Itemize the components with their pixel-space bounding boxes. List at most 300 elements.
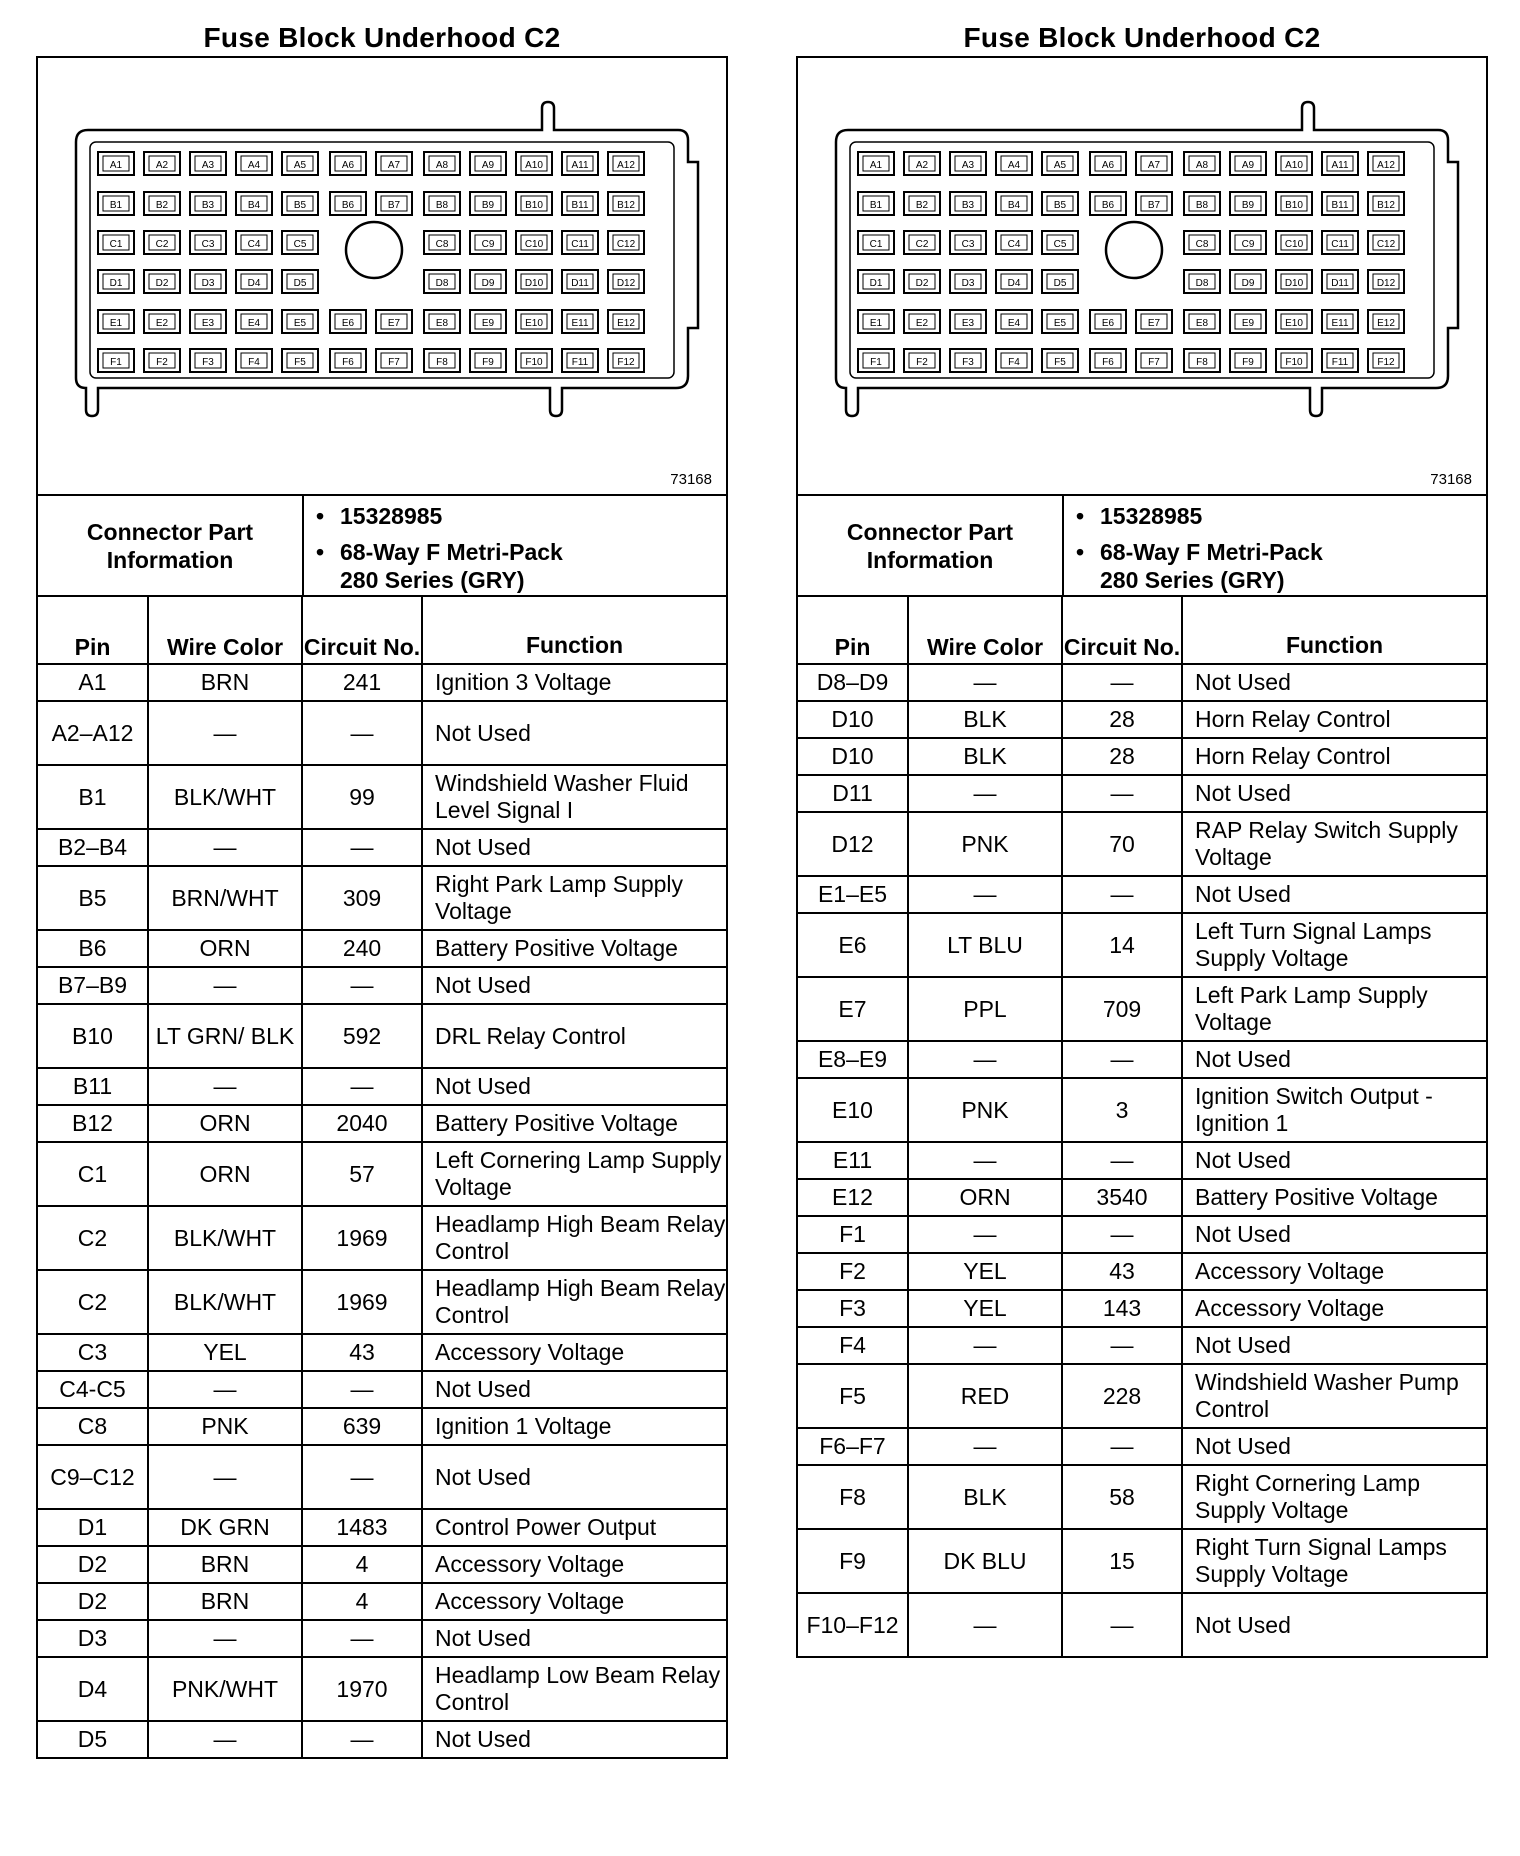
function-cell: Headlamp High Beam Relay Control — [422, 1270, 726, 1334]
pin-cell: E10 — [798, 1078, 908, 1142]
table-row — [798, 913, 1486, 977]
pin-cell: C3 — [38, 1334, 148, 1371]
pin-label: F7 — [1148, 357, 1160, 368]
pin-label: E8 — [435, 318, 449, 329]
pin-cell: B6 — [38, 930, 148, 967]
header-pin: Pin — [38, 597, 148, 664]
connector-pin — [330, 152, 366, 175]
connector-pin — [516, 231, 552, 254]
connector-pin — [1322, 231, 1358, 254]
connector-key-circle — [346, 222, 402, 278]
circuit-cell: — — [1062, 1327, 1182, 1364]
pin-label: B4 — [247, 200, 261, 211]
circuit-cell: 2040 — [302, 1105, 422, 1142]
pin-label: E10 — [525, 318, 543, 329]
function-cell: Accessory Voltage — [1182, 1253, 1486, 1290]
pin-cell: D12 — [798, 812, 908, 876]
pin-label: E12 — [1377, 318, 1395, 329]
connector-pin — [1276, 349, 1312, 372]
function-cell: Not Used — [1182, 664, 1486, 701]
pin-cell: B5 — [38, 866, 148, 930]
connector-pin — [996, 152, 1032, 175]
table-row — [38, 1583, 726, 1620]
function-cell: Horn Relay Control — [1182, 701, 1486, 738]
connector-pin — [608, 152, 644, 175]
connector-inner-outline — [850, 142, 1434, 378]
connector-pin — [1276, 231, 1312, 254]
wire-color-cell: BRN/WHT — [148, 866, 302, 930]
connector-pin — [608, 231, 644, 254]
pin-label: E4 — [1007, 318, 1021, 329]
circuit-cell: 4 — [302, 1546, 422, 1583]
pin-label: B5 — [1053, 200, 1067, 211]
table-row — [798, 738, 1486, 775]
pin-label: A10 — [1285, 160, 1303, 171]
circuit-cell: 143 — [1062, 1290, 1182, 1327]
table-row — [798, 1529, 1486, 1593]
connector-pin — [1368, 152, 1404, 175]
pin-label: E11 — [571, 318, 589, 329]
function-cell: Left Cornering Lamp Supply Voltage — [422, 1142, 726, 1206]
table-row — [38, 930, 726, 967]
pin-label: C2 — [155, 239, 169, 250]
connector-pin — [1184, 192, 1220, 215]
pin-label: C12 — [1376, 239, 1396, 250]
connector-pin — [98, 270, 134, 293]
pin-cell: C9–C12 — [38, 1445, 148, 1509]
wire-color-cell: — — [148, 1620, 302, 1657]
pin-label: C9 — [481, 239, 495, 250]
pin-cell: D11 — [798, 775, 908, 812]
pin-label: B4 — [1007, 200, 1021, 211]
function-cell: Headlamp Low Beam Relay Control — [422, 1657, 726, 1721]
function-cell: Left Park Lamp Supply Voltage — [1182, 977, 1486, 1041]
table-row — [38, 1206, 726, 1270]
connector-key-circle — [1106, 222, 1162, 278]
pin-label: F9 — [482, 357, 494, 368]
pin-label: C8 — [435, 239, 449, 250]
pin-label: B1 — [869, 200, 883, 211]
connector-series: 280 Series (GRY) — [1100, 567, 1285, 593]
connector-series: 280 Series (GRY) — [340, 567, 525, 593]
circuit-cell: — — [1062, 1142, 1182, 1179]
wire-color-cell: BLK/WHT — [148, 1270, 302, 1334]
wire-color-cell: YEL — [908, 1253, 1062, 1290]
connector-pin — [282, 231, 318, 254]
table-row — [798, 1290, 1486, 1327]
wire-color-cell: — — [908, 775, 1062, 812]
pin-cell: B12 — [38, 1105, 148, 1142]
pin-label: A12 — [617, 160, 635, 171]
header-circuit: Circuit No. — [302, 597, 422, 664]
wire-color-cell: BRN — [148, 1583, 302, 1620]
function-cell: Accessory Voltage — [422, 1334, 726, 1371]
pin-label: D11 — [1331, 278, 1349, 289]
wire-color-cell: PNK — [908, 1078, 1062, 1142]
pin-label: C4 — [1007, 239, 1021, 250]
pin-label: D8 — [1195, 278, 1209, 289]
function-cell: Not Used — [1182, 1142, 1486, 1179]
function-cell: Not Used — [422, 701, 726, 765]
connector-pin — [904, 192, 940, 215]
pin-label: E2 — [915, 318, 929, 329]
function-cell: Not Used — [1182, 876, 1486, 913]
pin-cell: B11 — [38, 1068, 148, 1105]
connector-pin — [424, 192, 460, 215]
connector-pin — [904, 349, 940, 372]
wire-color-cell: BLK — [908, 701, 1062, 738]
connector-pin — [470, 152, 506, 175]
header-wire-color: Wire Color — [908, 597, 1062, 664]
wire-color-cell: BLK — [908, 1465, 1062, 1529]
pin-label: F9 — [1242, 357, 1254, 368]
connector-pin — [1136, 349, 1172, 372]
connector-pin — [98, 349, 134, 372]
pin-cell: C2 — [38, 1270, 148, 1334]
function-cell: Ignition 1 Voltage — [422, 1408, 726, 1445]
connector-pin — [904, 231, 940, 254]
pin-label: F6 — [342, 357, 354, 368]
table-row — [38, 1105, 726, 1142]
pin-label: E7 — [1147, 318, 1161, 329]
pin-label: A7 — [387, 160, 401, 171]
connector-pin — [996, 192, 1032, 215]
wire-color-cell: LT BLU — [908, 913, 1062, 977]
pin-label: E1 — [109, 318, 123, 329]
connector-pin — [1230, 349, 1266, 372]
circuit-cell: — — [302, 701, 422, 765]
pin-cell: C4-C5 — [38, 1371, 148, 1408]
part-number: • 15328985 — [340, 502, 726, 530]
pin-label: D2 — [915, 278, 929, 289]
connector-pin — [470, 192, 506, 215]
connector-pin — [562, 152, 598, 175]
wire-color-cell: — — [148, 1721, 302, 1757]
wire-color-cell: PNK/WHT — [148, 1657, 302, 1721]
connector-card — [796, 56, 1488, 1658]
connector-pin — [516, 192, 552, 215]
connector-pin — [190, 231, 226, 254]
connector-pin — [1090, 310, 1126, 333]
function-cell: Accessory Voltage — [422, 1583, 726, 1620]
connector-pin — [1042, 270, 1078, 293]
connector-pin — [144, 152, 180, 175]
circuit-cell: 4 — [302, 1583, 422, 1620]
pin-cell: B1 — [38, 765, 148, 829]
connector-pin — [858, 192, 894, 215]
circuit-cell: — — [1062, 664, 1182, 701]
header-wire-color: Wire Color — [148, 597, 302, 664]
connector-pin — [376, 152, 412, 175]
pin-cell: F3 — [798, 1290, 908, 1327]
connector-diagram — [798, 58, 1486, 496]
pin-cell: F5 — [798, 1364, 908, 1428]
connector-pin — [144, 192, 180, 215]
pin-label: F8 — [1196, 357, 1208, 368]
function-cell: Accessory Voltage — [1182, 1290, 1486, 1327]
function-cell: Windshield Washer Pump Control — [1182, 1364, 1486, 1428]
function-cell: Windshield Washer Fluid Level Signal I — [422, 765, 726, 829]
connector-pin — [562, 349, 598, 372]
wire-color-cell: — — [148, 1068, 302, 1105]
header-function: Function — [1182, 597, 1486, 664]
pin-label: F1 — [870, 357, 882, 368]
connector-pin — [98, 231, 134, 254]
connector-pin — [424, 349, 460, 372]
pin-label: B8 — [1195, 200, 1209, 211]
pin-label: E7 — [387, 318, 401, 329]
pin-label: A5 — [1053, 160, 1067, 171]
connector-pin — [858, 349, 894, 372]
pin-label: E3 — [201, 318, 215, 329]
connector-pin — [1276, 152, 1312, 175]
pin-label: B10 — [525, 200, 543, 211]
table-row — [798, 1078, 1486, 1142]
pin-label: E1 — [869, 318, 883, 329]
connector-pin — [516, 152, 552, 175]
pin-cell: E11 — [798, 1142, 908, 1179]
pin-label: E9 — [481, 318, 495, 329]
pin-label: A8 — [435, 160, 449, 171]
pin-label: E11 — [1331, 318, 1349, 329]
table-row — [38, 701, 726, 765]
connector-pin — [562, 231, 598, 254]
connector-pin — [424, 310, 460, 333]
circuit-cell: 1969 — [302, 1206, 422, 1270]
pin-label: B7 — [387, 200, 401, 211]
header-pin: Pin — [798, 597, 908, 664]
pin-label: F11 — [1331, 357, 1349, 368]
right-connector-panel — [796, 0, 1488, 1658]
table-row — [38, 1509, 726, 1546]
header-circuit: Circuit No. — [1062, 597, 1182, 664]
circuit-cell: 58 — [1062, 1465, 1182, 1529]
pin-label: B9 — [481, 200, 495, 211]
wire-color-cell: PPL — [908, 977, 1062, 1041]
figure-number: 73168 — [1430, 471, 1472, 488]
pin-label: A7 — [1147, 160, 1161, 171]
circuit-cell: — — [302, 1068, 422, 1105]
wire-color-cell: ORN — [148, 930, 302, 967]
pin-label: A4 — [1007, 160, 1021, 171]
connector-pin — [330, 349, 366, 372]
pin-label: B1 — [109, 200, 123, 211]
circuit-cell: 241 — [302, 664, 422, 701]
connector-pin — [950, 231, 986, 254]
connector-pin — [608, 270, 644, 293]
circuit-cell: 99 — [302, 765, 422, 829]
pin-cell: B2–B4 — [38, 829, 148, 866]
table-row — [38, 829, 726, 866]
pin-label: E2 — [155, 318, 169, 329]
wire-color-cell: — — [908, 1593, 1062, 1656]
pin-label: B2 — [915, 200, 929, 211]
circuit-cell: 3 — [1062, 1078, 1182, 1142]
table-row — [38, 1371, 726, 1408]
pin-label: C4 — [247, 239, 261, 250]
pin-label: C3 — [961, 239, 975, 250]
pin-cell: F1 — [798, 1216, 908, 1253]
circuit-cell: — — [302, 1721, 422, 1757]
connector-pin — [236, 270, 272, 293]
table-row — [798, 701, 1486, 738]
pin-label: D10 — [1284, 278, 1304, 289]
pin-label: A10 — [525, 160, 543, 171]
table-header-row — [38, 597, 726, 664]
pin-cell: E12 — [798, 1179, 908, 1216]
circuit-cell: 228 — [1062, 1364, 1182, 1428]
pin-label: B12 — [1377, 200, 1395, 211]
circuit-cell: 70 — [1062, 812, 1182, 876]
connector-part-info-values — [1064, 496, 1486, 595]
connector-pin — [1230, 152, 1266, 175]
pin-label: D1 — [109, 278, 123, 289]
connector-pin — [282, 192, 318, 215]
pin-cell: A1 — [38, 664, 148, 701]
table-row — [798, 876, 1486, 913]
pinout-table — [38, 597, 726, 1757]
connector-pin — [470, 349, 506, 372]
connector-pin — [1322, 152, 1358, 175]
pin-cell: D2 — [38, 1583, 148, 1620]
pin-label: E9 — [1241, 318, 1255, 329]
pin-label: F3 — [202, 357, 214, 368]
pin-label: A9 — [1241, 160, 1255, 171]
pin-label: A1 — [869, 160, 883, 171]
connector-pin — [1322, 349, 1358, 372]
table-row — [798, 1253, 1486, 1290]
table-row — [798, 775, 1486, 812]
connector-pin — [858, 152, 894, 175]
function-cell: Ignition Switch Output - Ignition 1 — [1182, 1078, 1486, 1142]
pin-label: D12 — [1376, 278, 1396, 289]
connector-description: • 68-Way F Metri-Pack — [340, 538, 726, 566]
wire-color-cell: — — [148, 1371, 302, 1408]
connector-diagram — [38, 58, 726, 496]
connector-inner-outline — [90, 142, 674, 378]
function-cell: Not Used — [1182, 1041, 1486, 1078]
connector-pin — [904, 310, 940, 333]
pin-label: F10 — [1285, 357, 1303, 368]
connector-pin — [190, 152, 226, 175]
pin-label: B11 — [571, 200, 589, 211]
function-cell: Accessory Voltage — [422, 1546, 726, 1583]
circuit-cell: — — [302, 1371, 422, 1408]
function-cell: Horn Relay Control — [1182, 738, 1486, 775]
table-row — [798, 1041, 1486, 1078]
connector-pin — [950, 349, 986, 372]
pin-cell: F9 — [798, 1529, 908, 1593]
table-row — [798, 1364, 1486, 1428]
wire-color-cell: BLK — [908, 738, 1062, 775]
pin-cell: F6–F7 — [798, 1428, 908, 1465]
connector-pin — [1042, 152, 1078, 175]
connector-pin — [144, 310, 180, 333]
pin-label: F1 — [110, 357, 122, 368]
connector-pin — [1276, 192, 1312, 215]
circuit-cell: — — [1062, 1216, 1182, 1253]
pin-label: F4 — [1008, 357, 1020, 368]
connector-pin — [1042, 349, 1078, 372]
pin-label: B2 — [155, 200, 169, 211]
wire-color-cell: — — [148, 1445, 302, 1509]
connector-pin — [996, 270, 1032, 293]
pin-label: A5 — [293, 160, 307, 171]
pin-cell: E1–E5 — [798, 876, 908, 913]
pin-label: B12 — [617, 200, 635, 211]
function-cell: DRL Relay Control — [422, 1004, 726, 1068]
connector-pin — [1042, 192, 1078, 215]
pin-cell: E8–E9 — [798, 1041, 908, 1078]
connector-face-drawing — [798, 58, 1486, 494]
pin-label: C11 — [1331, 239, 1349, 250]
table-row — [38, 866, 726, 930]
pin-label: B5 — [293, 200, 307, 211]
table-row — [38, 1270, 726, 1334]
function-cell: Battery Positive Voltage — [422, 1105, 726, 1142]
pin-label: B6 — [1101, 200, 1115, 211]
connector-pin — [608, 310, 644, 333]
connector-pin — [1276, 270, 1312, 293]
pin-cell: C8 — [38, 1408, 148, 1445]
pin-label: A3 — [961, 160, 975, 171]
pin-cell: F2 — [798, 1253, 908, 1290]
pin-label: F2 — [156, 357, 168, 368]
table-row — [38, 1408, 726, 1445]
connector-pin — [1136, 192, 1172, 215]
pin-cell: F10–F12 — [798, 1593, 908, 1656]
connector-pin — [424, 231, 460, 254]
circuit-cell: 57 — [302, 1142, 422, 1206]
connector-pin — [144, 231, 180, 254]
wire-color-cell: — — [908, 1327, 1062, 1364]
function-cell: Ignition 3 Voltage — [422, 664, 726, 701]
function-cell: Battery Positive Voltage — [1182, 1179, 1486, 1216]
table-row — [38, 1657, 726, 1721]
pin-label: C8 — [1195, 239, 1209, 250]
table-row — [798, 1327, 1486, 1364]
pin-label: C5 — [1053, 239, 1067, 250]
connector-pin — [1184, 310, 1220, 333]
connector-pin — [470, 270, 506, 293]
pin-cell: D2 — [38, 1546, 148, 1583]
table-row — [798, 812, 1486, 876]
circuit-cell: — — [1062, 876, 1182, 913]
table-row — [38, 1142, 726, 1206]
connector-pin — [424, 270, 460, 293]
pin-label: A6 — [1101, 160, 1115, 171]
pin-label: D4 — [1007, 278, 1021, 289]
pin-label: E12 — [617, 318, 635, 329]
pin-label: F10 — [525, 357, 543, 368]
wire-color-cell: BRN — [148, 1546, 302, 1583]
connector-pin — [950, 192, 986, 215]
pin-label: D3 — [201, 278, 215, 289]
function-cell: RAP Relay Switch Supply Voltage — [1182, 812, 1486, 876]
connector-part-info — [798, 496, 1486, 597]
connector-face-drawing — [38, 58, 726, 494]
pin-label: A8 — [1195, 160, 1209, 171]
wire-color-cell: PNK — [148, 1408, 302, 1445]
connector-pin — [1368, 192, 1404, 215]
connector-pin — [516, 270, 552, 293]
function-cell: Not Used — [422, 1068, 726, 1105]
circuit-cell: 309 — [302, 866, 422, 930]
wire-color-cell: BLK/WHT — [148, 1206, 302, 1270]
pin-label: C1 — [109, 239, 123, 250]
table-row — [38, 1334, 726, 1371]
pin-cell: D3 — [38, 1620, 148, 1657]
